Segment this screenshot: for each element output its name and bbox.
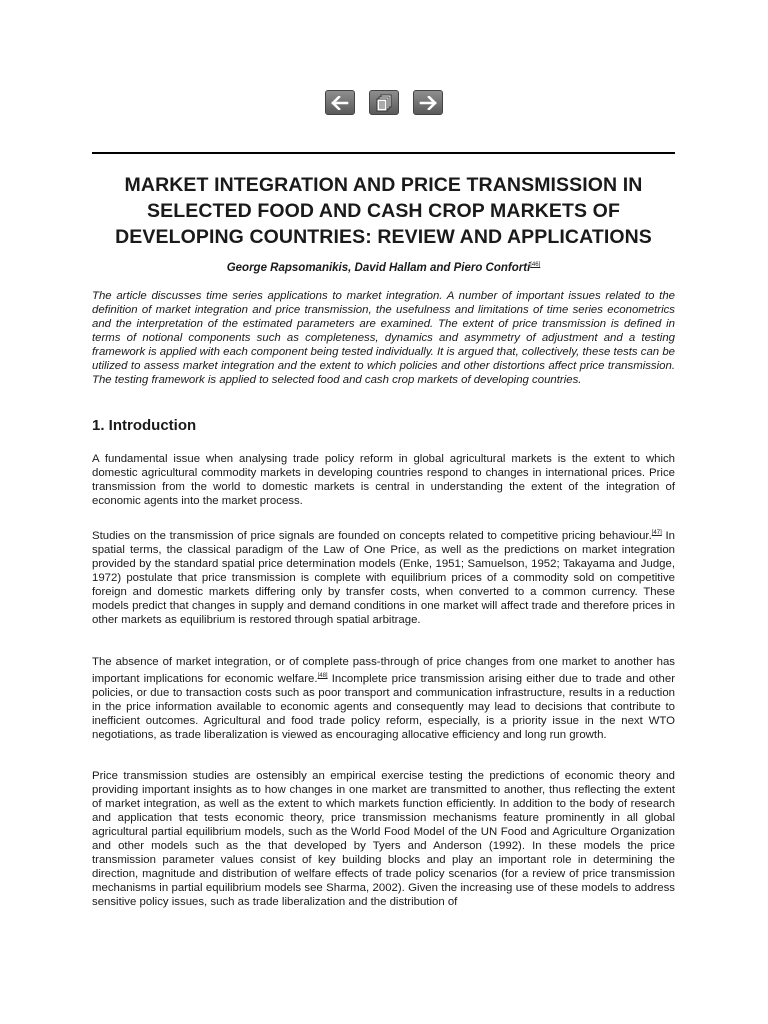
paragraph-text: Incomplete price transmission arising either due to trade and other policies, or due to transaction costs such as poor transport and communication infrastructure, results in a reduction in the price information available to economic agents and consequently may lead to decisions that contribute to inefficient outcomes. Agricultural and food trade policy reform, especially, is a priority issue in the next WTO negotiations, as trade liberalization is viewed as encouraging allocative efficiency and long run growth. (92, 672, 675, 741)
paragraph: A fundamental issue when analysing trade policy reform in global agricultural markets is the extent to which domestic agricultural commodity markets in developing countries respond to changes in international prices. Price transmission from the world to domestic markets is central in understanding the extent of the integration of economic agents into the market process. (92, 453, 675, 507)
pages-icon (375, 94, 393, 112)
paragraph-text: The absence of market integration, or of complete pass-through of price changes from one market to another has important implications for economic welfare. (92, 656, 675, 685)
table-of-contents-button[interactable] (369, 90, 399, 115)
paragraph-text: Studies on the transmission of price signals are founded on concepts related to competitive pricing behaviour. (92, 529, 652, 542)
arrow-left-icon (331, 96, 349, 110)
paragraph (92, 526, 675, 627)
authors: George Rapsomanikis, David Hallam and Piero Conforti (226, 261, 531, 274)
title-divider (92, 152, 675, 154)
abstract: The article discusses time series applications to market integration. A number of important issues related to the definition of market integration and price transmission, the usefulness and limitations of time series econometrics and the interpretation of the estimated parameters are examined. The extent of price transmission is defined in terms of notional components such as completeness, dynamics and asymmetry of adjustment and a testing framework is applied with each component being tested individually. It is argued that, collectively, these tests can be utilized to assess market integration and the extent to which policies and other distortions affect price transmission. The testing framework is applied to selected food and cash crop markets of developing countries. (92, 290, 675, 386)
section-heading: 1. Introduction (92, 417, 197, 434)
next-page-button[interactable] (413, 90, 443, 115)
page-navigation (0, 90, 768, 115)
paragraph: Price transmission studies are ostensibly an empirical exercise testing the predictions of economic theory and providing important insights as to how changes in one market are transmitted to another, thus reflecting the extent of market integration, as well as the extent to which markets function efficiently. In addition to the body of research and application that tests economic theory, price transmission mechanisms feature prominently in all global agricultural partial equilibrium models, such as the World Food Model of the UN Food and Agriculture Organization and other models such as the that developed by Tyers and Anderson (1992). In these models the price transmission parameter values consist of key building blocks and play an important role in determining the direction, magnitude and distribution of welfare effects of trade policy scenarios (for a review of price transmission mechanisms in partial equilibrium models see Sharma, 2002). Given the increasing use of these models to address sensitive policy issues, such as trade liberalization and the distribution of (92, 770, 675, 908)
paragraph-text: In spatial terms, the classical paradigm of the Law of One Price, as well as the predictions on market integration provided by the standard spatial price determination models (Enke, 1951; Samuelson, 1952; Takayama and Judge, 1972) postulate that price transmission is complete with equilibrium prices of a commodity sold on competitive foreign and domestic markets differing only by transfer costs, when converted to a common currency. These models predict that changes in supply and demand conditions in one market will affect trade and therefore prices in other markets as equilibrium is restored through spatial arbitrage. (92, 529, 675, 626)
paragraph (92, 655, 675, 742)
footnote-link[interactable]: [47] (651, 530, 662, 536)
author-line (92, 258, 675, 275)
previous-page-button[interactable] (325, 90, 355, 115)
author-footnote-link[interactable]: [46] (530, 262, 541, 268)
article-title: MARKET INTEGRATION AND PRICE TRANSMISSION IN SELECTED FOOD AND CASH CROP MARKETS OF DEVELOPING COUNTRIES: REVIEW AND APPLICATIONS (115, 174, 652, 248)
footnote-link[interactable]: [48] (317, 673, 328, 679)
arrow-right-icon (419, 96, 437, 110)
